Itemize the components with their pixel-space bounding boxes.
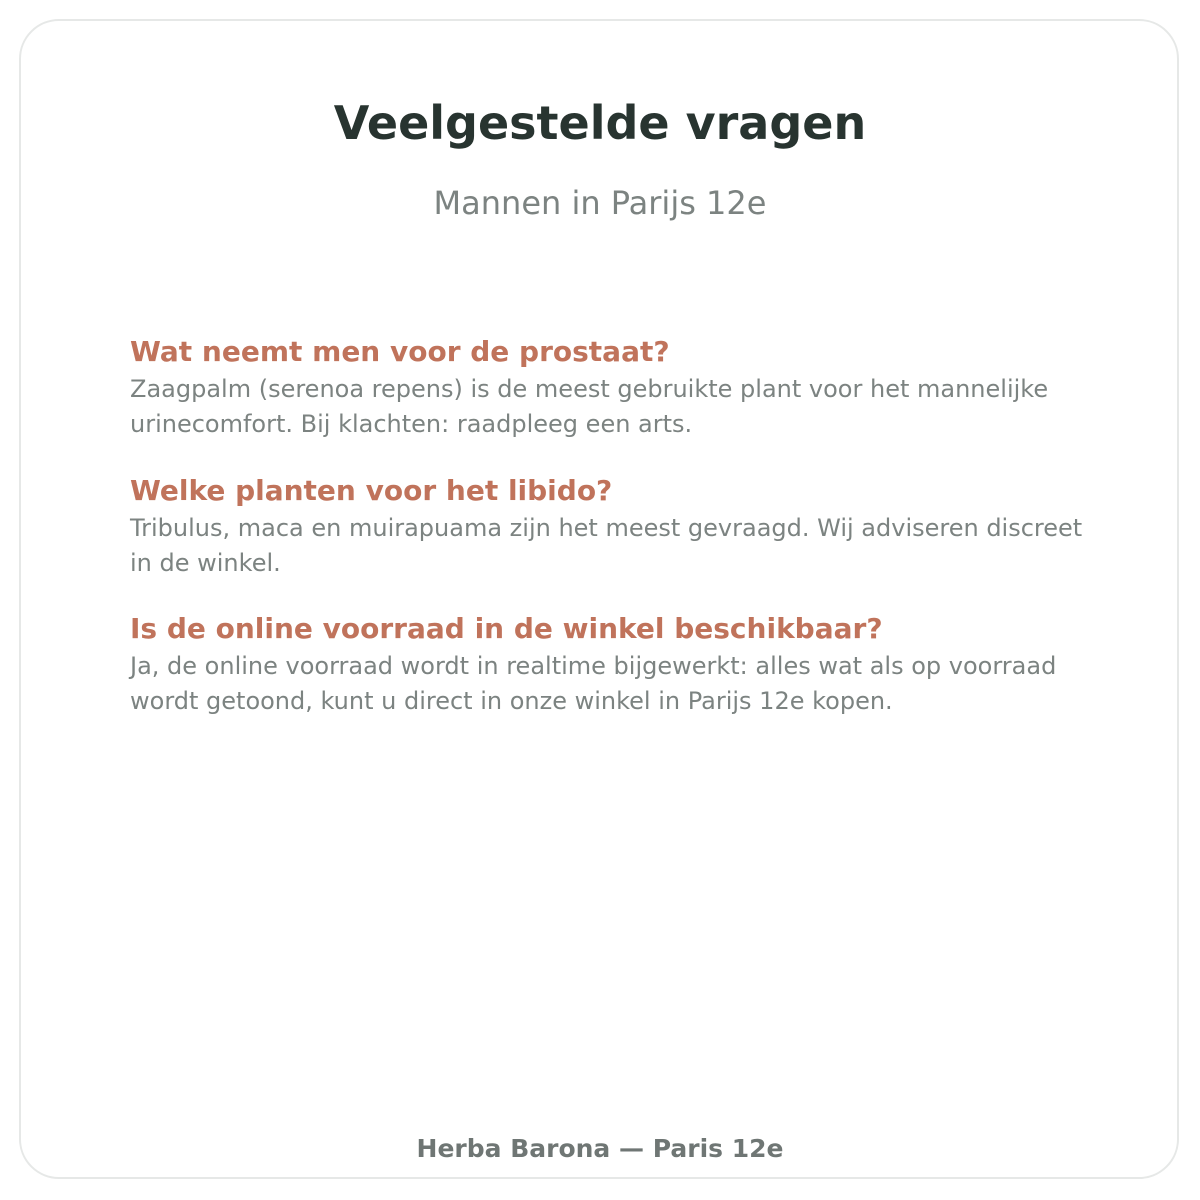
faq-list [130, 333, 1110, 749]
faq-item [130, 333, 1110, 442]
faq-question: Wat neemt men voor de prostaat? [130, 335, 670, 368]
footer-brand: Herba Barona — Paris 12e [416, 1134, 784, 1163]
page-subtitle: Mannen in Parijs 12e [433, 184, 767, 222]
faq-question: Is de online voorraad in de winkel beschikbaar? [130, 612, 883, 646]
faq-answer: Zaagpalm (serenoa repens) is de meest gebruikte plant voor het mannelijke urinecomfort. Bij klachten: raadpleeg een arts. [130, 375, 1049, 438]
faq-item [130, 472, 1110, 581]
faq-answer: Tribulus, maca en muirapuama zijn het meest gevraagd. Wij adviseren discreet in de winkel. [130, 513, 1083, 577]
page-title: Veelgestelde vragen [333, 96, 867, 150]
faq-answer: Ja, de online voorraad wordt in realtime bijgewerkt: alles wat als op voorraad wordt getoond, kunt u direct in onze winkel in Parijs 12e kopen. [130, 652, 1057, 716]
faq-item [130, 610, 1110, 719]
faq-question: Welke planten voor het libido? [130, 473, 613, 507]
